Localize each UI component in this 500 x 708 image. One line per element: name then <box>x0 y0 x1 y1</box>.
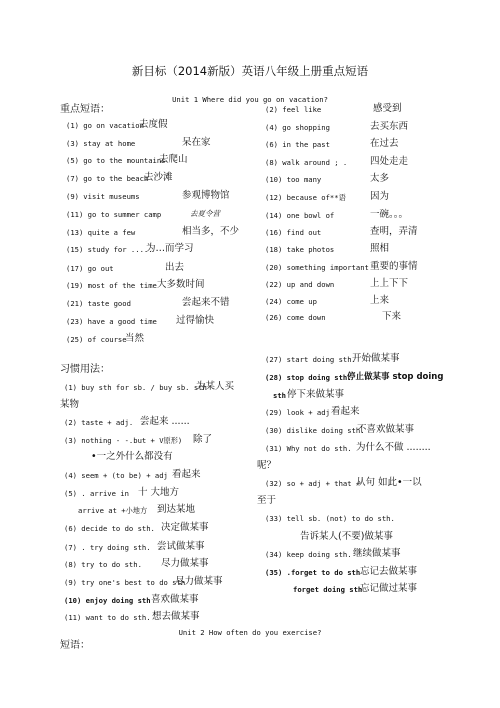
usage-en: (29) look + adj <box>265 408 330 417</box>
phrase-cn: 当然 <box>125 333 145 344</box>
phrase-cn: 相当多，不少 <box>182 226 240 237</box>
usage-en: (34) keep doing sth. <box>265 550 352 559</box>
phrase-en: (11) go to summer camp <box>66 210 162 219</box>
usage-en: (2) taste + adj. <box>64 418 134 427</box>
usage-en: (35) .forget to do sth <box>265 568 361 577</box>
usage-cn: 忘记去做某事 <box>360 566 418 577</box>
usage-en: (5) . arrive in <box>64 489 129 498</box>
phrase-en: (4) go shopping <box>265 123 330 132</box>
phrase-en: (23) have a good time <box>66 317 157 326</box>
phrase-en: (8) walk around ; . <box>265 158 348 167</box>
phrase-cn: 参观博物馆 <box>182 190 230 201</box>
usage-cn: 为什么不做 ........ <box>356 442 431 453</box>
phrase-en: (17) go out <box>66 264 114 273</box>
usage-en: forget doing sth <box>293 585 363 594</box>
phrase-en: (16) find out <box>265 228 322 237</box>
phrase-cn: 在过去 <box>370 138 399 149</box>
phrase-en: (5) go to the mountains <box>66 156 166 165</box>
phrase-en: (1) go on vacation <box>66 121 144 130</box>
usage-cn: 为某人买 <box>196 381 235 392</box>
usage-en: (3) nothing - -.but + V原形) <box>64 436 183 445</box>
usage-en: (9) try one's best to do sth <box>64 578 186 587</box>
phrase-en: (18) take photos <box>265 245 335 254</box>
phrase-cn: 查明，弄清 <box>370 226 418 237</box>
usage-en: (27) start doing sth. <box>265 355 356 364</box>
phrase-en: (7) go to the beach <box>66 174 149 183</box>
usage-en: (10) enjoy doing sth <box>64 596 151 605</box>
phrase-cn: 出去 <box>165 262 185 273</box>
phrase-en: (6) in the past <box>265 140 330 149</box>
page-title: 新目标（2014新版）英语八年级上册重点短语 <box>131 64 369 78</box>
phrase-cn: 去沙滩 <box>144 172 173 183</box>
unit1-heading: Unit 1 Where did you go on vacation? <box>172 95 328 104</box>
usage-cn: 某物 <box>60 399 80 410</box>
phrase-en: (14) one bowl of <box>265 211 335 220</box>
usage-cn: •一之外什么都没有 <box>91 451 173 462</box>
usage-cn: 至于 <box>257 495 277 506</box>
usage-cn: 呢？ <box>257 460 277 471</box>
usage-cn: 开始做某事 <box>352 353 400 364</box>
unit1-phrases-label: 重点短语： <box>60 104 110 115</box>
usage-en: arrive at +小地方 <box>78 506 148 515</box>
phrase-cn: 重要的事情 <box>370 261 418 272</box>
usage-cn: 告诉某人(不要)做某事 <box>300 531 393 542</box>
phrase-cn: 去夏令营 <box>190 209 220 218</box>
phrase-cn: 上上下下 <box>370 278 409 289</box>
usage-en: (7) . try doing sth. <box>64 543 151 552</box>
usage-cn: 除了 <box>193 434 213 445</box>
usage-cn: 尝试做某事 <box>157 541 205 552</box>
usage-en: (31) Why not do sth. <box>265 444 352 453</box>
phrase-cn: 照相 <box>370 243 390 254</box>
phrase-en: (3) stay at home <box>66 139 136 148</box>
usage-en: (1) buy sth for sb. / buy sb. sth <box>64 383 207 392</box>
usage-en: (32) so + adj + that + <box>265 479 361 488</box>
phrase-en: (25) of course <box>66 335 127 344</box>
usage-cn: 十 大地方 <box>138 487 180 498</box>
unit2-heading: Unit 2 How often do you exercise? <box>178 628 322 637</box>
phrase-en: (9) visit museums <box>66 192 140 201</box>
phrase-en: (2) feel like <box>265 105 322 114</box>
usage-cn: 到达某地 <box>157 504 196 515</box>
phrase-cn: 去买东西 <box>370 121 409 132</box>
phrase-cn: 去度假 <box>139 119 168 130</box>
phrase-cn: 尝起来不错 <box>182 297 230 308</box>
phrase-cn: 呆在家 <box>182 137 211 148</box>
phrase-cn: 太多 <box>370 173 390 184</box>
usage-cn: 看起来 <box>172 469 201 480</box>
phrase-cn: 上来 <box>370 295 390 306</box>
phrase-cn: 四处走走 <box>370 156 409 167</box>
usage-cn: 尝起来 ...... <box>140 416 190 427</box>
usage-cn: 继续做某事 <box>353 548 401 559</box>
usage-en: (28) stop doing sth. <box>265 373 352 382</box>
unit2-phrases-label: 短语： <box>60 640 90 651</box>
usage-en: (30) dislike doing sth. <box>265 426 365 435</box>
phrase-cn: 为…而学习 <box>146 243 194 254</box>
usage-en: (11) want to do sth. <box>64 613 151 622</box>
phrase-cn: 下来 <box>382 311 402 322</box>
phrase-cn: 大多数时间 <box>157 279 205 290</box>
usage-cn: 尽力做某事 <box>161 558 209 569</box>
phrase-en: (12) because of**语 <box>265 193 346 202</box>
usage-cn: 从句 如此•一以 <box>356 477 422 488</box>
usage-cn: 喜欢做某事 <box>151 594 199 605</box>
phrase-en: (15) study for ..... <box>66 245 153 254</box>
phrase-en: (26) come down <box>265 313 326 322</box>
phrase-cn: 因为 <box>370 191 390 202</box>
phrase-en: (24) come up <box>265 297 317 306</box>
phrase-en: (22) up and down <box>265 280 335 289</box>
usage-cn: 忘记做过某事 <box>360 583 418 594</box>
phrase-en: (10) too many <box>265 175 322 184</box>
phrase-en: (19) most of the time <box>66 281 157 290</box>
usage-en: sth <box>273 391 286 400</box>
usage-cn: 停止做某事 stop doing <box>347 372 444 382</box>
usage-cn: 尽力做某事 <box>175 576 223 587</box>
phrase-en: (13) quite a few <box>66 228 136 237</box>
usage-en: (4) seem + (to be) + adj <box>64 471 168 480</box>
phrase-en: (20) something important <box>265 263 369 272</box>
usage-cn: 看起来 <box>331 406 360 417</box>
usage-en: (8) try to do sth. <box>64 560 142 569</box>
usage-cn: 不喜欢做某事 <box>357 424 415 435</box>
usage-label: 习惯用法： <box>60 364 110 375</box>
usage-cn: 想去做某事 <box>152 611 200 622</box>
phrase-cn: 过得愉快 <box>176 315 215 326</box>
usage-en: (33) tell sb. (not) to do sth. <box>265 514 395 523</box>
usage-cn: 决定做某事 <box>161 522 209 533</box>
usage-cn: 停下来做某事 <box>287 389 345 400</box>
phrase-cn: 感受到 <box>373 103 402 114</box>
usage-en: (6) decide to do sth. <box>64 524 155 533</box>
phrase-cn: 去爬山 <box>159 154 188 165</box>
phrase-en: (21) taste good <box>66 299 131 308</box>
phrase-cn: 一碗。。。 <box>370 209 409 220</box>
